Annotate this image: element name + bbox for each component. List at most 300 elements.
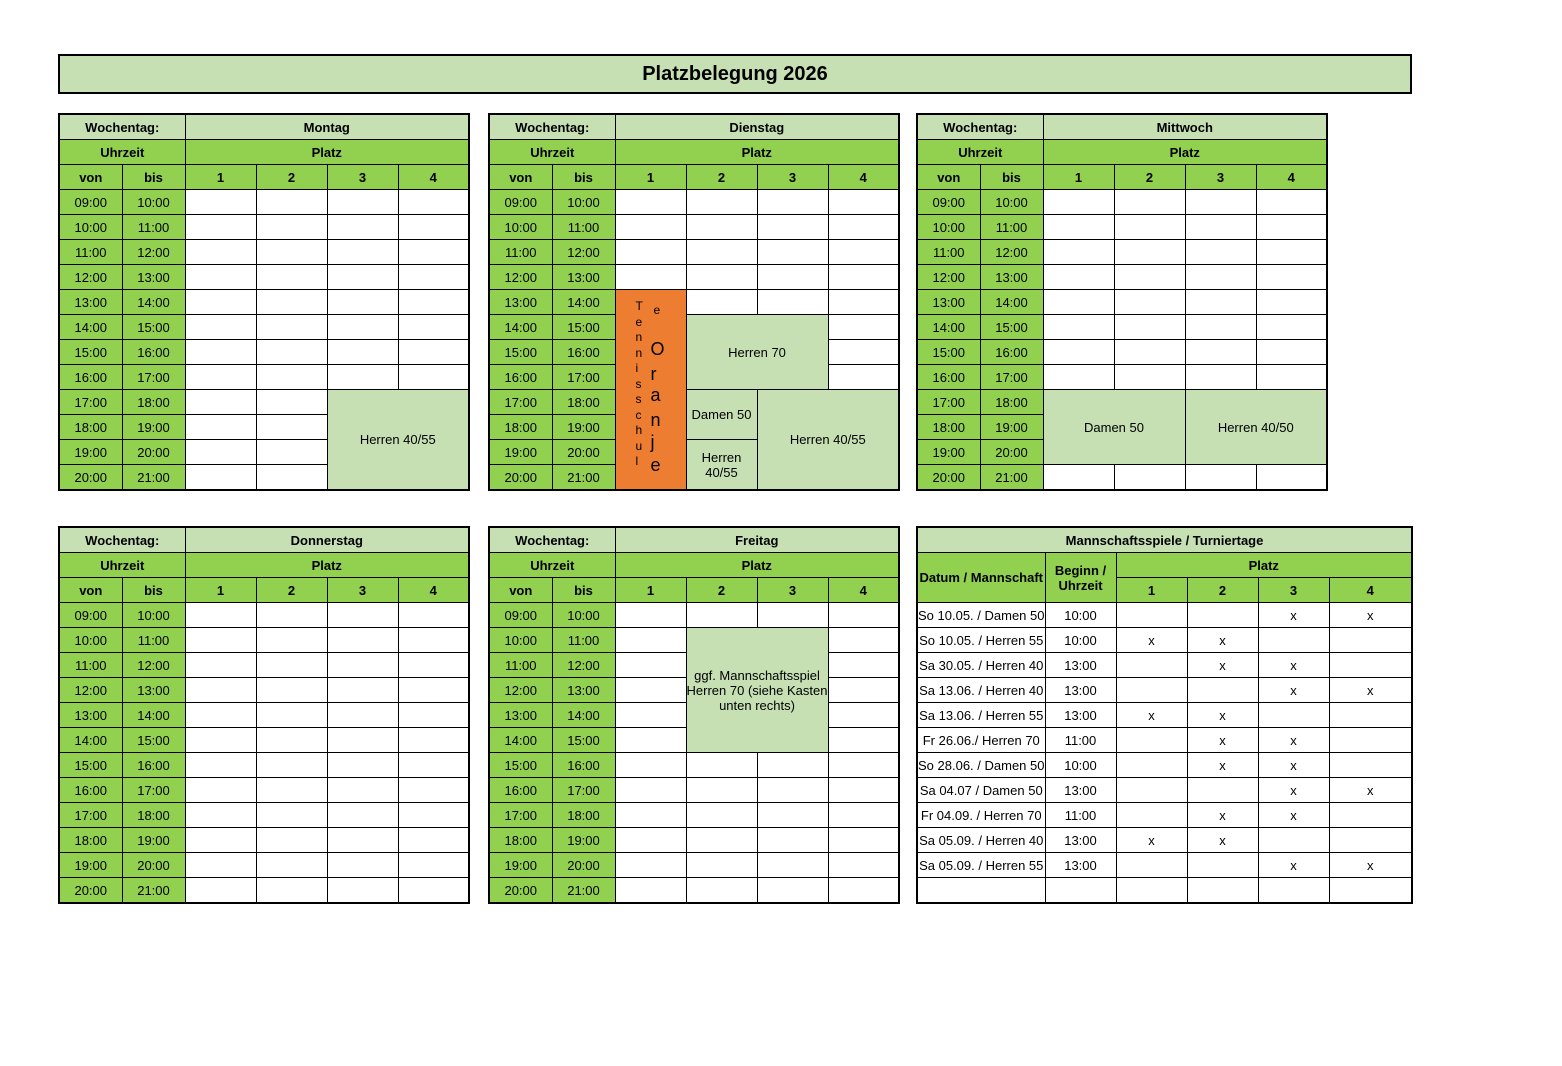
match-time: 13:00	[1045, 778, 1116, 803]
match-court-cell[interactable]	[1116, 778, 1187, 803]
court-slot-cell[interactable]	[398, 265, 469, 290]
court-slot-cell[interactable]	[615, 215, 686, 240]
match-row	[917, 753, 1412, 778]
booking-block[interactable]: Damen 50	[686, 390, 757, 440]
court-slot-cell[interactable]	[327, 265, 398, 290]
match-court-cell[interactable]	[1116, 753, 1187, 778]
booking-block[interactable]: Damen 50	[1043, 390, 1185, 465]
from-header: von	[917, 165, 980, 190]
court-slot-cell[interactable]	[327, 803, 398, 828]
court-slot-cell[interactable]	[615, 803, 686, 828]
match-court-cell[interactable]	[1116, 803, 1187, 828]
court-slot-cell[interactable]	[256, 703, 327, 728]
court-slot-cell[interactable]	[828, 365, 899, 390]
court-slot-cell[interactable]	[1256, 265, 1327, 290]
court-slot-cell[interactable]	[1185, 265, 1256, 290]
court-slot-cell[interactable]	[828, 753, 899, 778]
court-slot-cell[interactable]	[327, 778, 398, 803]
court-slot-cell[interactable]	[1256, 240, 1327, 265]
court-slot-cell[interactable]	[615, 240, 686, 265]
slot-to: 12:00	[122, 240, 185, 265]
match-court-cell[interactable]	[1258, 878, 1329, 904]
match-team: Sa 04.07 / Damen 50	[917, 778, 1045, 803]
court-slot-cell[interactable]	[757, 828, 828, 853]
court-slot-cell[interactable]	[615, 778, 686, 803]
court-slot-cell[interactable]	[1185, 290, 1256, 315]
court-slot-cell[interactable]	[327, 365, 398, 390]
court-slot-cell[interactable]	[1256, 465, 1327, 491]
booking-block[interactable]: Herren 40/55	[327, 390, 469, 491]
match-court-cell[interactable]	[1329, 828, 1412, 853]
court-slot-cell[interactable]	[185, 878, 256, 904]
court-slot-cell[interactable]	[757, 290, 828, 315]
slot-to: 15:00	[122, 728, 185, 753]
booking-letter: u	[635, 438, 643, 453]
court-slot-cell[interactable]	[686, 190, 757, 215]
court-slot-cell[interactable]	[615, 728, 686, 753]
page-title: Platzbelegung 2026	[58, 54, 1412, 94]
court-slot-cell[interactable]	[1256, 190, 1327, 215]
match-court-cell[interactable]	[1329, 728, 1412, 753]
court-slot-cell[interactable]	[398, 728, 469, 753]
match-court-cell[interactable]	[1187, 778, 1258, 803]
court-slot-cell[interactable]	[828, 778, 899, 803]
weekday-name: Dienstag	[615, 114, 899, 140]
court-slot-cell[interactable]	[256, 240, 327, 265]
court-slot-cell[interactable]	[185, 290, 256, 315]
slot-row	[489, 265, 899, 290]
court-slot-cell[interactable]	[256, 803, 327, 828]
court-slot-cell[interactable]	[398, 315, 469, 340]
booking-letter: l	[635, 454, 639, 468]
court-label: Platz	[185, 140, 469, 165]
slot-from: 19:00	[59, 853, 122, 878]
vertical-booking-text	[616, 290, 686, 489]
court-slot-cell[interactable]	[1043, 365, 1114, 390]
court-slot-cell[interactable]	[256, 340, 327, 365]
court-slot-cell[interactable]	[398, 828, 469, 853]
slot-row	[489, 190, 899, 215]
slot-row	[59, 265, 469, 290]
court-slot-cell[interactable]	[1185, 190, 1256, 215]
court-slot-cell[interactable]	[828, 828, 899, 853]
match-court-cell[interactable]: x	[1258, 853, 1329, 878]
match-court-cell[interactable]: x	[1187, 703, 1258, 728]
court-slot-cell[interactable]	[185, 653, 256, 678]
match-court-cell[interactable]	[1329, 653, 1412, 678]
court-slot-cell[interactable]	[185, 440, 256, 465]
court-slot-cell[interactable]	[185, 603, 256, 628]
court-slot-cell[interactable]	[185, 728, 256, 753]
court-slot-cell[interactable]	[256, 365, 327, 390]
court-slot-cell[interactable]	[686, 290, 757, 315]
court-slot-cell[interactable]	[686, 803, 757, 828]
court-slot-cell[interactable]	[828, 803, 899, 828]
court-slot-cell[interactable]	[256, 415, 327, 440]
court-slot-cell[interactable]	[185, 703, 256, 728]
court-slot-cell[interactable]	[828, 315, 899, 340]
booking-block[interactable]: Herren 40/55	[757, 390, 899, 491]
match-time: 10:00	[1045, 753, 1116, 778]
court-slot-cell[interactable]	[615, 190, 686, 215]
court-slot-cell[interactable]	[1185, 315, 1256, 340]
court-slot-cell[interactable]	[757, 853, 828, 878]
slot-to: 18:00	[552, 803, 615, 828]
court-slot-cell[interactable]	[256, 465, 327, 491]
court-slot-cell[interactable]	[1043, 340, 1114, 365]
court-slot-cell[interactable]	[185, 828, 256, 853]
court-slot-cell[interactable]	[398, 878, 469, 904]
court-slot-cell[interactable]	[1114, 290, 1185, 315]
slot-from: 20:00	[59, 465, 122, 491]
court-slot-cell[interactable]	[757, 265, 828, 290]
court-slot-cell[interactable]	[256, 728, 327, 753]
court-slot-cell[interactable]	[185, 215, 256, 240]
court-slot-cell[interactable]	[1043, 265, 1114, 290]
court-slot-cell[interactable]	[686, 878, 757, 904]
start-time-header: Beginn / Uhrzeit	[1045, 553, 1116, 603]
match-court-cell[interactable]	[1116, 728, 1187, 753]
court-slot-cell[interactable]	[398, 340, 469, 365]
court-slot-cell[interactable]	[327, 290, 398, 315]
court-slot-cell[interactable]	[185, 628, 256, 653]
court-slot-cell[interactable]	[828, 703, 899, 728]
match-court-cell[interactable]	[1187, 603, 1258, 628]
match-time: 13:00	[1045, 653, 1116, 678]
court-slot-cell[interactable]	[757, 778, 828, 803]
court-slot-cell[interactable]	[1256, 340, 1327, 365]
court-slot-cell[interactable]	[327, 728, 398, 753]
booking-letter: j	[650, 432, 655, 452]
match-court-cell[interactable]: x	[1187, 628, 1258, 653]
booking-letter: i	[635, 361, 639, 375]
court-slot-cell[interactable]	[256, 190, 327, 215]
match-court-cell[interactable]: x	[1187, 728, 1258, 753]
court-slot-cell[interactable]	[615, 653, 686, 678]
match-court-cell[interactable]	[1329, 753, 1412, 778]
slot-row	[489, 240, 899, 265]
court-slot-cell[interactable]	[256, 265, 327, 290]
court-slot-cell[interactable]	[185, 365, 256, 390]
court-slot-cell[interactable]	[1043, 240, 1114, 265]
to-header: bis	[122, 165, 185, 190]
court-slot-cell[interactable]	[185, 853, 256, 878]
match-court-cell[interactable]: x	[1329, 603, 1412, 628]
court-slot-cell[interactable]	[398, 240, 469, 265]
match-court-cell[interactable]: x	[1116, 628, 1187, 653]
court-slot-cell[interactable]	[185, 240, 256, 265]
court-slot-cell[interactable]	[327, 828, 398, 853]
match-court-cell[interactable]: x	[1258, 778, 1329, 803]
court-slot-cell[interactable]	[615, 753, 686, 778]
court-slot-cell[interactable]	[1185, 365, 1256, 390]
court-slot-cell[interactable]	[185, 315, 256, 340]
match-court-cell[interactable]: x	[1258, 603, 1329, 628]
match-court-cell[interactable]	[1258, 628, 1329, 653]
court-slot-cell[interactable]	[398, 653, 469, 678]
court-slot-cell[interactable]	[398, 603, 469, 628]
slot-from: 09:00	[489, 190, 552, 215]
court-slot-cell[interactable]	[686, 853, 757, 878]
court-slot-cell[interactable]	[398, 703, 469, 728]
court-slot-cell[interactable]	[256, 828, 327, 853]
match-court-cell[interactable]: x	[1329, 853, 1412, 878]
match-court-cell[interactable]	[1116, 853, 1187, 878]
match-court-cell[interactable]	[1116, 678, 1187, 703]
slot-row	[917, 265, 1327, 290]
court-slot-cell[interactable]	[398, 215, 469, 240]
court-slot-cell[interactable]	[327, 653, 398, 678]
slot-row	[59, 340, 469, 365]
court-slot-cell[interactable]	[1043, 215, 1114, 240]
match-court-cell[interactable]	[1258, 703, 1329, 728]
court-slot-cell[interactable]	[828, 190, 899, 215]
court-slot-cell[interactable]	[327, 190, 398, 215]
match-court-cell[interactable]: x	[1187, 803, 1258, 828]
match-court-cell[interactable]	[1329, 703, 1412, 728]
court-slot-cell[interactable]	[256, 440, 327, 465]
match-time: 10:00	[1045, 603, 1116, 628]
court-slot-cell[interactable]	[256, 753, 327, 778]
court-slot-cell[interactable]	[327, 678, 398, 703]
match-team: Sa 30.05. / Herren 40	[917, 653, 1045, 678]
match-court-cell[interactable]	[1116, 603, 1187, 628]
match-team: Sa 13.06. / Herren 55	[917, 703, 1045, 728]
court-slot-cell[interactable]	[327, 703, 398, 728]
match-court-cell[interactable]: x	[1258, 728, 1329, 753]
court-slot-cell[interactable]	[615, 828, 686, 853]
slot-from: 16:00	[489, 778, 552, 803]
court-slot-cell[interactable]	[686, 778, 757, 803]
court-slot-cell[interactable]	[828, 653, 899, 678]
match-row	[917, 603, 1412, 628]
slot-to: 18:00	[980, 390, 1043, 415]
court-slot-cell[interactable]	[828, 240, 899, 265]
court-slot-cell[interactable]	[327, 240, 398, 265]
court-slot-cell[interactable]	[1185, 465, 1256, 491]
slot-from: 18:00	[59, 828, 122, 853]
court-slot-cell[interactable]	[327, 340, 398, 365]
court-slot-cell[interactable]	[185, 803, 256, 828]
match-court-cell[interactable]: x	[1258, 653, 1329, 678]
court-slot-cell[interactable]	[398, 778, 469, 803]
match-court-cell[interactable]: x	[1329, 778, 1412, 803]
match-court-cell[interactable]: x	[1258, 803, 1329, 828]
slot-from: 14:00	[59, 728, 122, 753]
court-slot-cell[interactable]	[757, 803, 828, 828]
weekday-name: Donnerstag	[185, 527, 469, 553]
from-header: von	[489, 578, 552, 603]
slot-to: 15:00	[980, 315, 1043, 340]
court-slot-cell[interactable]	[828, 265, 899, 290]
court-slot-cell[interactable]	[256, 853, 327, 878]
court-slot-cell[interactable]	[256, 678, 327, 703]
booking-letter: r	[650, 364, 657, 384]
court-slot-cell[interactable]	[615, 878, 686, 904]
weekday-label: Wochentag:	[489, 527, 615, 553]
court-slot-cell[interactable]	[1114, 215, 1185, 240]
court-slot-cell[interactable]	[757, 190, 828, 215]
court-slot-cell[interactable]	[1114, 190, 1185, 215]
court-slot-cell[interactable]	[828, 290, 899, 315]
court-slot-cell[interactable]	[1256, 215, 1327, 240]
court-slot-cell[interactable]	[256, 778, 327, 803]
court-slot-cell[interactable]	[828, 728, 899, 753]
court-slot-cell[interactable]	[615, 265, 686, 290]
booking-block[interactable]: Herren 40/50	[1185, 390, 1327, 465]
court-slot-cell[interactable]	[185, 678, 256, 703]
court-slot-cell[interactable]	[185, 390, 256, 415]
court-slot-cell[interactable]	[757, 753, 828, 778]
court-slot-cell[interactable]	[615, 678, 686, 703]
court-slot-cell[interactable]	[256, 653, 327, 678]
court-slot-cell[interactable]	[757, 240, 828, 265]
court-slot-cell[interactable]	[398, 853, 469, 878]
court-slot-cell[interactable]	[615, 603, 686, 628]
court-slot-cell[interactable]	[615, 628, 686, 653]
court-slot-cell[interactable]	[615, 853, 686, 878]
booking-tennisschule[interactable]	[615, 290, 686, 491]
court-slot-cell[interactable]	[256, 315, 327, 340]
court-slot-cell[interactable]	[1043, 315, 1114, 340]
slot-to: 17:00	[122, 365, 185, 390]
match-court-cell[interactable]	[1329, 803, 1412, 828]
match-court-cell[interactable]	[1116, 878, 1187, 904]
match-row	[917, 703, 1412, 728]
court-slot-cell[interactable]	[256, 628, 327, 653]
court-slot-cell[interactable]	[828, 853, 899, 878]
match-court-cell[interactable]: x	[1258, 753, 1329, 778]
court-slot-cell[interactable]	[398, 678, 469, 703]
court-slot-cell[interactable]	[398, 753, 469, 778]
court-slot-cell[interactable]	[185, 190, 256, 215]
court-slot-cell[interactable]	[828, 603, 899, 628]
court-slot-cell[interactable]	[1114, 315, 1185, 340]
court-slot-cell[interactable]	[398, 803, 469, 828]
court-slot-cell[interactable]	[828, 215, 899, 240]
slot-from: 10:00	[489, 215, 552, 240]
court-slot-cell[interactable]	[1114, 265, 1185, 290]
court-slot-cell[interactable]	[398, 365, 469, 390]
match-court-cell[interactable]: x	[1187, 753, 1258, 778]
slot-from: 13:00	[489, 703, 552, 728]
court-slot-cell[interactable]	[185, 778, 256, 803]
match-row	[917, 828, 1412, 853]
slot-to: 17:00	[122, 778, 185, 803]
match-court-cell[interactable]	[1116, 653, 1187, 678]
court-slot-cell[interactable]	[398, 628, 469, 653]
court-slot-cell[interactable]	[1256, 290, 1327, 315]
match-court-cell[interactable]: x	[1116, 828, 1187, 853]
court-slot-cell[interactable]	[828, 340, 899, 365]
court-slot-cell[interactable]	[1185, 340, 1256, 365]
slot-from: 18:00	[489, 415, 552, 440]
booking-block[interactable]: Herren 40/55	[686, 440, 757, 491]
court-slot-cell[interactable]	[256, 603, 327, 628]
slot-from: 15:00	[59, 753, 122, 778]
match-court-cell[interactable]	[1187, 678, 1258, 703]
court-slot-cell[interactable]	[327, 878, 398, 904]
match-court-cell[interactable]: x	[1187, 828, 1258, 853]
booking-letter: s	[635, 392, 642, 406]
match-court-cell[interactable]	[1187, 853, 1258, 878]
court-slot-cell[interactable]	[686, 240, 757, 265]
match-court-cell[interactable]: x	[1258, 678, 1329, 703]
court-slot-cell[interactable]	[327, 603, 398, 628]
court-slot-cell[interactable]	[185, 415, 256, 440]
court-slot-cell[interactable]	[256, 215, 327, 240]
match-court-cell[interactable]	[1329, 628, 1412, 653]
court-slot-cell[interactable]	[828, 878, 899, 904]
slot-row	[917, 290, 1327, 315]
slot-to: 12:00	[122, 653, 185, 678]
court-slot-cell[interactable]	[615, 703, 686, 728]
match-court-cell[interactable]	[1329, 878, 1412, 904]
court-slot-cell[interactable]	[686, 265, 757, 290]
court-slot-cell[interactable]	[828, 628, 899, 653]
court-slot-cell[interactable]	[828, 678, 899, 703]
court-slot-cell[interactable]	[1043, 290, 1114, 315]
court-slot-cell[interactable]	[1256, 315, 1327, 340]
court-slot-cell[interactable]	[398, 290, 469, 315]
court-slot-cell[interactable]	[1185, 215, 1256, 240]
match-court-cell[interactable]	[1258, 828, 1329, 853]
court-slot-cell[interactable]	[686, 215, 757, 240]
slot-from: 12:00	[59, 265, 122, 290]
court-slot-cell[interactable]	[327, 215, 398, 240]
match-row	[917, 678, 1412, 703]
court-slot-cell[interactable]	[256, 390, 327, 415]
court-slot-cell[interactable]	[185, 465, 256, 491]
court-slot-cell[interactable]	[327, 853, 398, 878]
court-slot-cell[interactable]	[1185, 240, 1256, 265]
court-slot-cell[interactable]	[686, 753, 757, 778]
court-slot-cell[interactable]	[185, 753, 256, 778]
match-court-cell[interactable]: x	[1187, 653, 1258, 678]
court-slot-cell[interactable]	[185, 265, 256, 290]
slot-row	[489, 290, 899, 315]
court-slot-cell[interactable]	[1114, 240, 1185, 265]
court-slot-cell[interactable]	[1256, 365, 1327, 390]
court-slot-cell[interactable]	[327, 315, 398, 340]
court-slot-cell[interactable]	[256, 290, 327, 315]
court-slot-cell[interactable]	[757, 878, 828, 904]
court-slot-cell[interactable]	[1043, 465, 1114, 491]
match-court-cell[interactable]: x	[1116, 703, 1187, 728]
slot-row	[59, 390, 469, 415]
court-slot-cell[interactable]	[1114, 465, 1185, 491]
court-slot-cell[interactable]	[1114, 340, 1185, 365]
court-slot-cell[interactable]	[757, 603, 828, 628]
court-slot-cell[interactable]	[256, 878, 327, 904]
court-slot-cell[interactable]	[757, 215, 828, 240]
court-slot-cell[interactable]	[327, 628, 398, 653]
court-slot-cell[interactable]	[1043, 190, 1114, 215]
booking-block[interactable]: Herren 70	[686, 315, 828, 390]
court-slot-cell[interactable]	[686, 828, 757, 853]
court-slot-cell[interactable]	[327, 753, 398, 778]
match-court-cell[interactable]: x	[1329, 678, 1412, 703]
court-slot-cell[interactable]	[398, 190, 469, 215]
booking-block[interactable]: ggf. Mannschaftsspiel Herren 70 (siehe Kasten unten rechts)	[686, 628, 828, 753]
match-court-cell[interactable]	[1187, 878, 1258, 904]
slot-to: 20:00	[552, 853, 615, 878]
slot-from: 11:00	[489, 240, 552, 265]
slot-to: 10:00	[122, 603, 185, 628]
court-slot-cell[interactable]	[1114, 365, 1185, 390]
court-slot-cell[interactable]	[686, 603, 757, 628]
court-slot-cell[interactable]	[185, 340, 256, 365]
